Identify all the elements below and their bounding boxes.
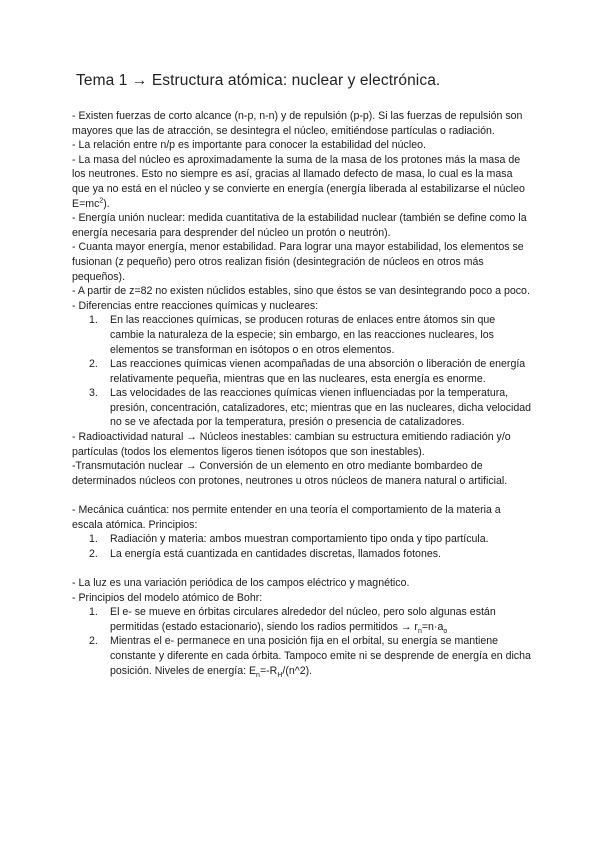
differences-list <box>72 313 532 430</box>
list-text: Las velocidades de las reacciones químicas vienen influenciadas por la temperatura, presión, concentración, catalizadores, etc; mientras que en las nucleares, dicha velocidad no se ve afectada por la temperatura, presión o presencia de catalizadores. <box>110 387 532 429</box>
list-number: 2. <box>89 358 98 371</box>
spacer <box>72 488 532 503</box>
list-item <box>72 386 532 430</box>
principles-list <box>72 532 532 561</box>
radius-subscript: n <box>417 627 422 635</box>
list-text: Las reacciones químicas vienen acompañadas de una absorción o liberación de energía relativamente pequeña, mientras que en las nucleares, esta energía es enorme. <box>110 358 526 385</box>
document-body <box>72 109 532 678</box>
list-item <box>72 634 532 678</box>
paragraph-differences: - Diferencias entre reacciones químicas y nucleares: <box>72 299 319 312</box>
mass-defect-exponent: 2 <box>99 197 104 205</box>
list-text: El e- se mueve en órbitas circulares alrededor del núcleo, pero solo algunas están permitidas (estado estacionario), siendo los radios permitidos → r <box>110 606 496 633</box>
paragraph-nuclear-forces: - Existen fuerzas de corto alcance (n-p, n-n) y de repulsión (p-p). Si las fuerzas de repulsión son mayores que las de atracción, se desintegra el núcleo, emitiéndose partículas o radiación. <box>72 110 523 137</box>
list-text: La energía está cuantizada en cantidades discretas, llamados fotones. <box>110 547 441 560</box>
radius-formula: =n·a <box>421 620 444 633</box>
spacer <box>72 561 532 576</box>
list-number: 2. <box>89 635 98 648</box>
rydberg-subscript: H <box>277 671 283 679</box>
energy-subscript: n <box>256 671 260 679</box>
energy-formula-end: /(n^2). <box>282 664 313 677</box>
list-item <box>72 313 532 357</box>
list-number: 2. <box>89 547 98 560</box>
list-number: 1. <box>89 606 98 619</box>
paragraph-np-ratio: - La relación entre n/p es importante para conocer la estabilidad del núcleo. <box>72 139 426 152</box>
paragraph-mass-defect <box>72 153 532 211</box>
mass-defect-text: - La masa del núcleo es aproximadamente la suma de la masa de los protones más la masa de los neutrones. Esto no siempre es así, gracias al llamado defecto de masa, lo cual es la masa que ya no está en el núcleo y se convierte en energía (energía liberada al estabilizarse el núcleo E=mc <box>72 153 525 210</box>
paragraph-stability: - Cuanta mayor energía, menor estabilidad. Para lograr una mayor estabilidad, los elementos se fusionan (z pequeño) pero otros realizan fisión (desintegración de núcleos en otros más pequeños). <box>72 241 524 283</box>
list-number: 1. <box>89 314 98 327</box>
list-text: Radiación y materia: ambos muestran comportamiento tipo onda y tipo partícula. <box>110 533 489 546</box>
paragraph-quantum-mechanics: - Mecánica cuántica: nos permite entender en una teoría el comportamiento de la materia a escala atómica. Principios: <box>72 504 501 531</box>
list-item <box>72 547 532 562</box>
list-number: 1. <box>89 533 98 546</box>
list-text: En las reacciones químicas, se producen roturas de enlaces entre átomos sin que cambie la naturaleza de la especie; sin embargo, en las reacciones nucleares, los elementos se transforman en isótopos o en otros elementos. <box>110 314 496 356</box>
paragraph-binding-energy: - Energía unión nuclear: medida cuantitativa de la estabilidad nuclear (también se define como la energía necesaria para desprender del núcleo un protón o neutrón). <box>72 212 527 239</box>
page-title: Tema 1 → Estructura atómica: nuclear y electrónica. <box>76 72 441 89</box>
list-number: 3. <box>89 387 98 400</box>
paragraph-light: - La luz es una variación periódica de los campos eléctrico y magnético. <box>72 577 410 589</box>
list-text: Mientras el e- permanece en una posición fija en el orbital, su energía se mantiene constante y diferente en cada órbita. Tampoco emite ni se desprende de energía en dicha posición. Niveles de energía: E <box>110 635 531 677</box>
bohr-list <box>72 605 532 678</box>
energy-formula: =-R <box>259 664 278 677</box>
list-item <box>72 605 532 634</box>
mass-defect-end: ). <box>103 197 110 210</box>
paragraph-bohr: - Principios del modelo atómico de Bohr: <box>72 591 263 604</box>
paragraph-z82: - A partir de z=82 no existen núclidos estables, sino que éstos se van desintegrando poco a poco. <box>72 285 530 298</box>
list-item <box>72 357 532 386</box>
bohr-radius-subscript: o <box>443 627 448 635</box>
list-item <box>72 532 532 547</box>
paragraph-radioactivity: - Radioactividad natural → Núcleos inestables: cambian su estructura emitiendo radiación y/o partículas (todos los elementos ligeros tienen isótopos que son inestables). <box>72 431 511 458</box>
paragraph-transmutation: -Transmutación nuclear → Conversión de un elemento en otro mediante bombardeo de determinados núcleos con protones, neutrones u otros núcleos de manera natural o artificial. <box>72 460 508 487</box>
